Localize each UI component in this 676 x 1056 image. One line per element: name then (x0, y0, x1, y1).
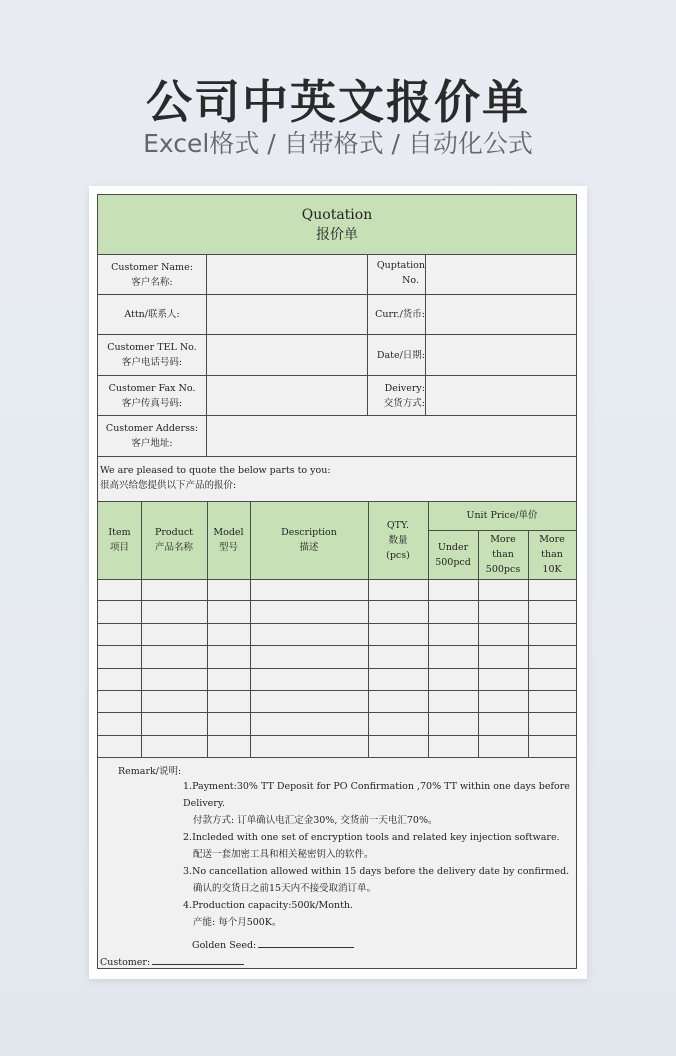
intro-text: We are pleased to quote the below parts to you: 很高兴给您提供以下产品的报价: (100, 465, 331, 491)
table-row[interactable] (98, 669, 576, 691)
table-row[interactable] (98, 691, 576, 713)
table-row[interactable] (98, 713, 576, 735)
form-title-zh: 报价单 (316, 227, 358, 243)
page-subtitle: Excel格式 / 自带格式 / 自动化公式 (143, 129, 533, 158)
label-customer-address: Customer Adderss: 客户地址: (105, 423, 199, 449)
customer-signature-line[interactable] (152, 964, 244, 965)
table-row[interactable] (98, 579, 576, 601)
delivery-field[interactable] (426, 376, 576, 415)
form-title (98, 203, 576, 247)
table-row[interactable] (98, 601, 576, 623)
label-currency: Curr./货币: (375, 309, 425, 320)
label-customer-fax: Customer Fax No. 客户传真号码: (108, 382, 196, 409)
remark-item: 1.Payment:30% TT Deposit for PO Confirmation ,70% TT within one days before Delivery. 付款方式: 订单确认电汇定金30%, 交货前一天电汇70%。 (183, 781, 570, 826)
customer-signature: Customer: (100, 957, 244, 968)
table-row[interactable] (98, 624, 576, 646)
table-row[interactable] (98, 646, 576, 668)
remarks-list (183, 778, 576, 931)
golden-seed-signature-line[interactable] (258, 947, 354, 948)
document-paper (89, 186, 587, 979)
label-quotation-no: Quptation No. (376, 260, 425, 286)
label-attn: Attn/联系人: (124, 309, 180, 320)
header-tier-over-500: More than 500pcs (485, 534, 521, 575)
remark-item: 4.Production capacity:500k/Month. 产能: 每个月500K。 (183, 900, 354, 928)
header-tier-over-10k: More than 10K (539, 534, 565, 575)
table-row[interactable] (98, 736, 576, 758)
remark-label: Remark/说明: (118, 766, 182, 777)
remark-item: 3.No cancellation allowed within 15 days before the delivery date by confirmed. 确认的交货日之前15天内不接受取消订单。 (183, 866, 570, 894)
remark-item: 2.Incleded with one set of encryption tools and related key injection software. 配送一套加密工具和相关秘密钥入的软件。 (183, 832, 560, 860)
quotation-sheet (97, 194, 577, 969)
currency-field[interactable] (426, 295, 576, 334)
customer-address-field[interactable] (207, 416, 576, 456)
date-field[interactable] (426, 335, 576, 375)
header-tier-under-500: Under 500pcd (435, 541, 471, 568)
header-unit-price: Unit Price/单价 (466, 510, 538, 521)
attn-field[interactable] (207, 295, 367, 334)
label-delivery: Deivery: 交货方式: (383, 382, 425, 409)
label-customer-name: Customer Name: 客户名称: (111, 261, 193, 288)
form-title-en: Quotation (301, 207, 373, 223)
header-product: Product 产品名称 (154, 527, 193, 553)
label-date: Date/日期: (376, 349, 425, 361)
header-description: Description 描述 (281, 527, 337, 553)
header-model: Model 型号 (213, 527, 244, 553)
customer-name-field[interactable] (207, 255, 367, 294)
header-qty: QTY. 数量 (pcs) (386, 519, 410, 561)
label-customer-tel: Customer TEL No. 客户电话号码: (107, 342, 197, 368)
customer-fax-field[interactable] (207, 376, 367, 415)
page-title: 公司中英文报价单 (146, 75, 530, 129)
header-item: Item 项目 (108, 527, 131, 553)
quotation-no-field[interactable] (426, 255, 576, 294)
customer-tel-field[interactable] (207, 335, 367, 375)
golden-seed-signature: Golden Seed: (192, 940, 354, 951)
